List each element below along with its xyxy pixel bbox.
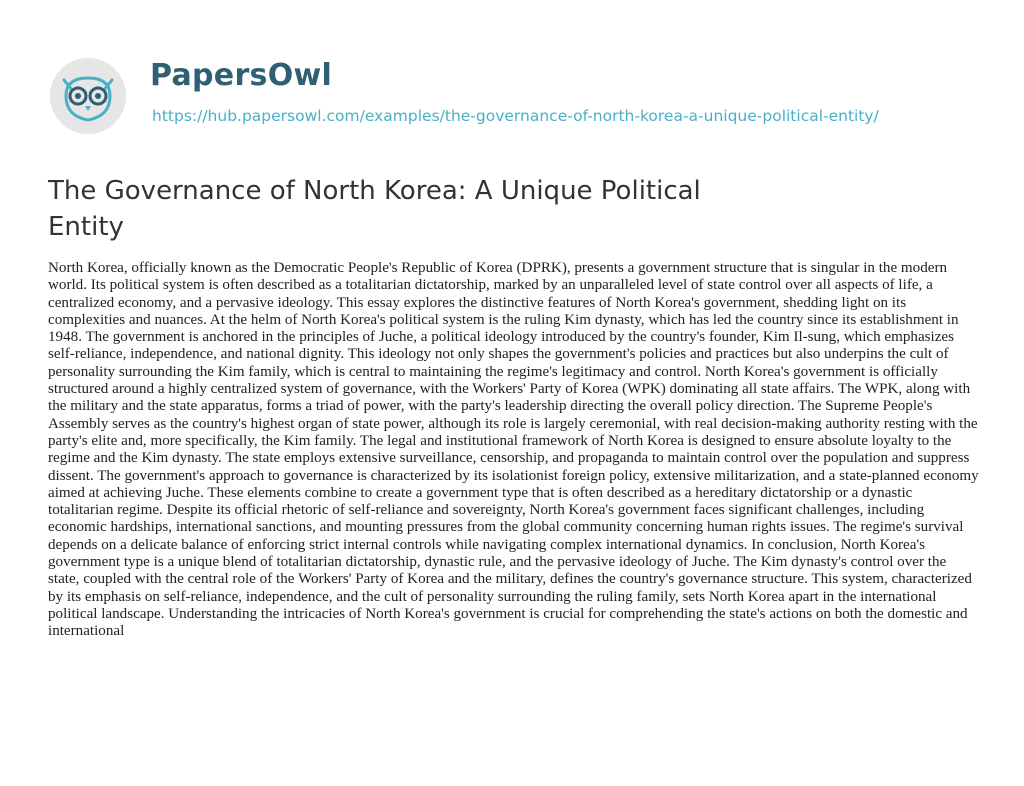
essay-body: North Korea, officially known as the Democratic People's Republic of Korea (DPRK), presents a government structure that is singular in the modern world. Its political system is often described as a totalitarian dictatorship, marked by an unparalleled level of state control over all aspects of life, a centralized economy, and a pervasive ideology. This essay explores the distinctive features of North Korea's government, shedding light on its complexities and nuances. At the helm of North Korea's political system is the ruling Kim dynasty, which has led the country since its establishment in 1948. The government is anchored in the principles of Juche, a political ideology introduced by the country's founder, Kim Il-sung, which emphasizes self-reliance, independence, and national dignity. This ideology not only shapes the government's policies and practices but also underpins the cult of personality surrounding the Kim family, which is central to maintaining the regime's legitimacy and control. North Korea's government is officially structured around a highly centralized system of governance, with the Workers' Party of Korea (WPK) dominating all state affairs. The WPK, along with the military and the state apparatus, forms a triad of power, with the party's leadership directing the overall policy direction. The Supreme People's Assembly serves as the country's highest organ of state power, although its role is largely ceremonial, with real decision-making authority resting with the party's elite and, more specifically, the Kim family. The legal and institutional framework of North Korea is designed to ensure absolute loyalty to the regime and the Kim dynasty. The state employs extensive surveillance, censorship, and propaganda to maintain control over the population and suppress dissent. The government's approach to governance is characterized by its isolationist foreign policy, extensive militarization, and a state-planned economy aimed at achieving Juche. These elements combine to create a government type that is often described as a hereditary dictatorship or a dynastic totalitarian regime. Despite its official rhetoric of self-reliance and sovereignty, North Korea's government faces significant challenges, including economic hardships, international sanctions, and mounting pressures from the global community concerning human rights issues. The regime's survival depends on a delicate balance of enforcing strict internal controls while navigating complex international dynamics. In conclusion, North Korea's government type is a unique blend of totalitarian dictatorship, dynastic rule, and the pervasive ideology of Juche. The Kim dynasty's control over the state, coupled with the central role of the Workers' Party of Korea and the military, defines the country's governance structure. This system, characterized by its emphasis on self-reliance, independence, and the cult of personality surrounding the ruling family, sets North Korea apart in the international political landscape. Understanding the intricacies of North Korea's government is crucial for comprehending the state's actions on both the domestic and international — [48, 260, 979, 640]
owl-face-icon[interactable] — [48, 56, 128, 136]
source-url-link[interactable]: https://hub.papersowl.com/examples/the-governance-of-north-korea-a-unique-political-entity/ — [152, 107, 879, 125]
brand-name[interactable]: PapersOwl — [150, 58, 333, 93]
site-header — [48, 56, 1008, 136]
essay-title: The Governance of North Korea: A Unique Political Entity — [48, 176, 701, 242]
